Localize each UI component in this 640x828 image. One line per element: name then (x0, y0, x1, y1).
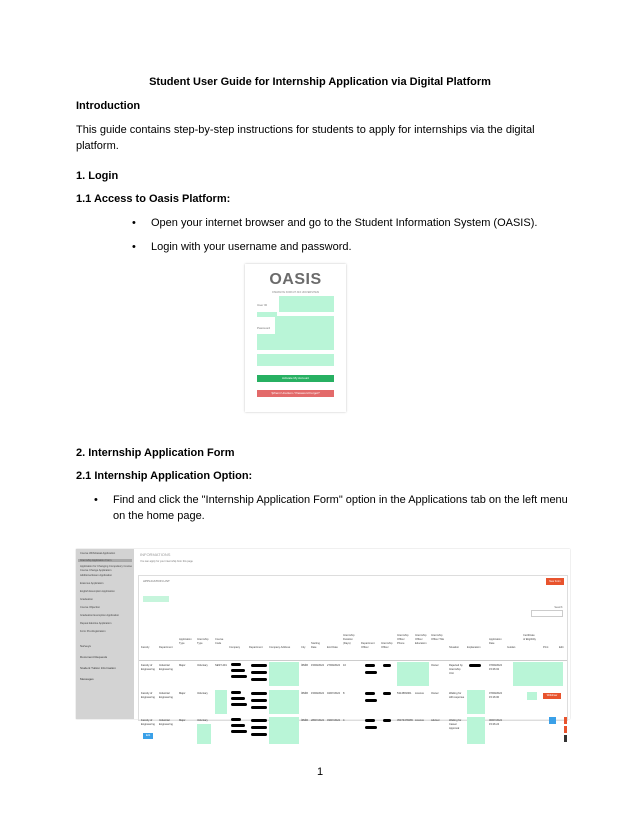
cell-situation: Rejected by Internship Unit (449, 664, 463, 675)
column-header: Department (249, 646, 263, 649)
cell-phone: 5314581961 (397, 692, 412, 695)
redaction-bar (383, 719, 391, 722)
forgot-password-button[interactable]: Şifremi Unuttum / Password Forgot? (257, 390, 334, 397)
login-screenshot (245, 264, 346, 412)
redaction-bar (231, 663, 241, 666)
bullet-dot-icon: • (94, 494, 98, 506)
column-header: End Date (327, 646, 338, 649)
cell-faculty: Faculty of Engineering (141, 719, 155, 726)
redaction-bar (231, 718, 241, 721)
column-header: Situation (449, 646, 460, 649)
column-header: Department (159, 646, 173, 649)
column-header: Application Date (489, 638, 502, 645)
bullet-item (94, 492, 574, 524)
cell-edu: Licence (415, 719, 424, 722)
cell-faculty: Faculty of Engineering (141, 664, 155, 671)
column-header: Guidan (507, 646, 516, 649)
section2-heading: 2. Internship Application Form (76, 447, 235, 459)
delete-icon[interactable] (564, 717, 567, 724)
panel-title: APPLICATION LIST (143, 579, 170, 583)
sidebar-group[interactable]: Messages (80, 677, 94, 681)
redaction-bar (251, 726, 267, 729)
application-screenshot (76, 549, 570, 737)
redaction-bar (231, 730, 247, 733)
redaction-bar (365, 726, 377, 729)
explanation-redacted (467, 717, 485, 744)
column-header: Explanation (467, 646, 481, 649)
column-header: Print (543, 646, 549, 649)
column-header: Internship Officer Education (415, 634, 427, 645)
cell-title: Owner (431, 664, 439, 667)
redaction-bar (469, 664, 481, 667)
sidebar-item[interactable]: Additional Exam Application (80, 574, 113, 577)
edit-button[interactable]: Edit (143, 733, 153, 739)
redaction-bar (231, 724, 245, 727)
oasis-logo: OASIS (269, 271, 322, 288)
redaction-bar (231, 697, 245, 700)
search-label: Search: (554, 606, 563, 609)
header-divider (139, 660, 567, 661)
redaction-bar (251, 692, 267, 695)
captcha-box[interactable] (257, 354, 334, 366)
bullet-item (132, 239, 572, 255)
page-subtitle: You can apply for your internship from this page (140, 560, 193, 563)
main-content (134, 549, 570, 737)
sidebar-item[interactable]: Repeat Elective Application (80, 622, 112, 625)
redaction-bar (383, 692, 391, 695)
sidebar-item[interactable]: Graduation (80, 598, 93, 601)
cell-start: 28/07/2024 (311, 719, 324, 722)
document-title: Student User Guide for Internship Application via Digital Platform (149, 76, 491, 88)
redaction-bar (251, 671, 267, 674)
sidebar-item[interactable]: Course Withdrawal Application (80, 552, 116, 555)
intro-heading: Introduction (76, 100, 141, 112)
cell-city: İZMİR (301, 664, 309, 667)
column-header: Company Address (269, 646, 291, 649)
username-label: User ID (257, 303, 268, 307)
bullet-text: Open your internet browser and go to the Student Information System (OASIS). (151, 217, 538, 229)
more-icon[interactable] (564, 735, 567, 742)
cell-faculty: Faculty of Engineering (141, 692, 155, 699)
sidebar-group[interactable]: Surveys (80, 644, 91, 648)
activate-account-button[interactable]: Activate My Account (257, 375, 334, 382)
password-input-lower (257, 334, 334, 350)
redaction-bar (251, 733, 267, 736)
bullet-dot-icon: • (132, 241, 136, 253)
login-subtitle: OSMANIYE KORKUT ATA UNIVERSITESI (271, 291, 320, 294)
cell-end: 03/07/2024 (327, 719, 340, 722)
withdraw-button[interactable]: Withdraw (543, 693, 561, 699)
sidebar-item[interactable]: Course Change Application (80, 569, 112, 572)
cell-edu: Licence (415, 692, 424, 695)
password-input[interactable] (275, 316, 334, 334)
redaction-bar (365, 699, 377, 702)
cell-itype: Voluntary (197, 692, 208, 695)
column-header: Internship Officer Phone (397, 634, 409, 645)
redaction-bar (251, 719, 267, 722)
cell-end: 04/07/2024 (327, 692, 340, 695)
company-address-redacted (269, 690, 299, 714)
redaction-bar (365, 719, 375, 722)
column-header: Course Code (215, 638, 224, 645)
section1-heading: 1. Login (76, 170, 119, 182)
bullet-text: Find and click the "Internship Application Form" option in the Applications tab on the left menu (113, 494, 568, 506)
intro-text: This guide contains step-by-step instructions for students to apply for internships via the digital platform. (76, 124, 535, 152)
cell-date: 06/07/2024 15:26:24 (489, 719, 502, 726)
company-address-redacted (269, 717, 299, 744)
redaction-bar (231, 691, 241, 694)
cell-title: Advisor (431, 719, 440, 722)
column-header: Company (229, 646, 241, 649)
cell-itype: Voluntary (197, 719, 208, 722)
cell-situation: Waiting for HR response (449, 692, 465, 699)
sidebar-group[interactable]: Student Tuition Information (80, 666, 116, 670)
sidebar-item-internship-form[interactable]: Internship Application Form (78, 559, 132, 562)
cell-department: Industrial Engineering (159, 692, 173, 699)
column-header: Internship Officer (381, 642, 393, 649)
cell-situation: Waiting for Career Approval (449, 719, 462, 730)
redaction-bar (251, 678, 267, 681)
cell-end: 27/09/2024 (327, 664, 340, 667)
redaction-bar (231, 703, 247, 706)
sidebar-item[interactable]: English Exemption Application (80, 590, 115, 593)
sidebar (76, 549, 134, 719)
redaction-bar (251, 699, 267, 702)
officer-redacted (397, 662, 429, 686)
delete-icon[interactable] (564, 726, 567, 733)
cell-type: Major (179, 719, 186, 722)
cell-type: Major (179, 664, 186, 667)
sidebar-item[interactable]: Application for Changing Compulsory Course (80, 565, 132, 568)
cell-city: İZMİR (301, 719, 309, 722)
cell-start: 15/09/2024 (311, 664, 324, 667)
print-icon[interactable] (549, 717, 556, 724)
sidebar-group[interactable]: Document Requests (80, 655, 108, 659)
cell-title: Owner (431, 692, 439, 695)
bullet-text: Login with your username and password. (151, 241, 352, 253)
page-title: INFORMATIONS (140, 552, 171, 557)
cell-start: 15/09/2024 (311, 692, 324, 695)
column-header: Edit (559, 646, 564, 649)
section2-subheading: 2.1 Internship Application Option: (76, 470, 253, 482)
column-header: Application Type (179, 638, 192, 645)
cell-date: 07/09/2024 15:26:02 (489, 664, 502, 671)
cell-city: İZMİR (301, 692, 309, 695)
redaction-bar (251, 706, 267, 709)
new-form-button[interactable]: New Form (546, 578, 564, 585)
cell-department: Industrial Engineering (159, 719, 173, 726)
column-header: Certificate of Eligibility (523, 634, 536, 641)
redaction-bar (231, 669, 245, 672)
redaction-bar (365, 671, 377, 674)
cell-department: Industrial Engineering (159, 664, 173, 671)
password-label: Password (257, 326, 271, 330)
sidebar-item[interactable]: Graduation Exemption Application (80, 614, 120, 617)
column-header: City (301, 646, 306, 649)
column-header: Department Officer (361, 642, 375, 649)
bullet-item (132, 215, 572, 231)
redaction-bar (365, 664, 375, 667)
sidebar-item[interactable]: Erasmus Application (80, 582, 104, 585)
cell-days: 10 (343, 664, 346, 667)
explanation-redacted (467, 690, 485, 714)
certificate-redacted (527, 692, 537, 700)
company-address-redacted (269, 662, 299, 686)
redaction-bar (251, 664, 267, 667)
application-list-panel (138, 575, 568, 737)
search-input[interactable] (531, 610, 563, 617)
internship-type-redacted (197, 724, 211, 744)
column-header: Internship Duration (Days) (343, 634, 355, 645)
cell-days: 8 (343, 692, 345, 695)
sidebar-item[interactable]: Form Pre-Registration (80, 630, 106, 633)
bullet-dot-icon: • (132, 217, 136, 229)
column-header: Internship Officer Title (431, 634, 445, 641)
cell-phone: 05373478465 (397, 719, 413, 722)
cell-code: SEST-401 (215, 664, 227, 667)
username-input[interactable] (279, 296, 334, 312)
cell-days: 4 (343, 719, 345, 722)
page-number: 1 (316, 766, 324, 778)
bullet-text-continued: on the home page. (113, 510, 205, 522)
sidebar-item[interactable]: Course Objection (80, 606, 101, 609)
cell-date: 07/09/2024 15:16:00 (489, 692, 502, 699)
column-header: Internship Type (197, 638, 209, 645)
cell-type: Major (179, 692, 186, 695)
section1-subheading: 1.1 Access to Oasis Platform: (76, 193, 231, 205)
column-header: Starting Date (311, 642, 320, 649)
actions-redacted (513, 662, 563, 686)
column-header: Faculty (141, 646, 150, 649)
redaction-bar (231, 675, 247, 678)
redaction-bar (365, 692, 375, 695)
course-code-redacted (215, 690, 227, 714)
username-input-extra (257, 312, 277, 317)
filter-buttons[interactable] (143, 596, 169, 602)
cell-itype: Voluntary (197, 664, 208, 667)
redaction-bar (383, 664, 391, 667)
